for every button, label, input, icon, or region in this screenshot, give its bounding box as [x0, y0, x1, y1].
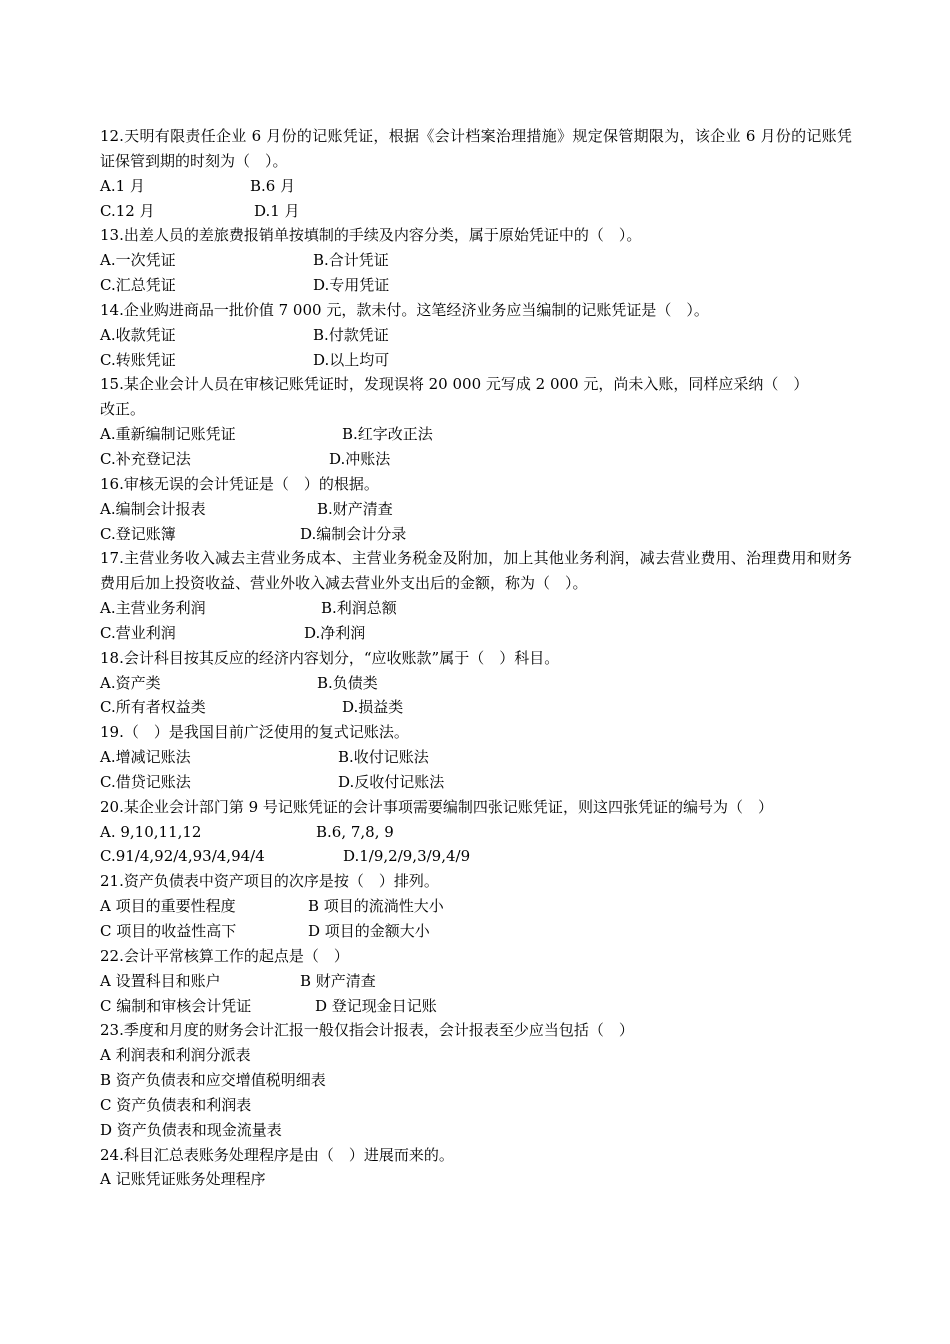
- option-row: [100, 522, 852, 547]
- question-text: 15.某企业会计人员在审核记账凭证时，发现误将 20 000 元写成 2 000 元，尚未入账，同样应采纳（ ）: [100, 375, 809, 394]
- answer-option: B.6, 7,8, 9: [316, 822, 394, 841]
- document-body: [100, 124, 852, 1192]
- option-row: [100, 199, 852, 224]
- option-row: [100, 248, 852, 273]
- question-text: 21.资产负债表中资产项目的次序是按（ ）排列。: [100, 872, 439, 891]
- answer-option: D.专用凭证: [313, 276, 390, 295]
- answer-option: C.12 月: [100, 201, 155, 220]
- answer-option: B.6 月: [250, 176, 296, 195]
- answer-option: D.1/9,2/9,3/9,4/9: [343, 847, 471, 866]
- answer-option: D 资产负债表和现金流量表: [100, 1120, 282, 1139]
- answer-option: C 资产负债表和利润表: [100, 1095, 252, 1114]
- answer-option: A.一次凭证: [100, 251, 176, 270]
- answer-option: B.红字改正法: [342, 425, 433, 444]
- option-row: [100, 770, 852, 795]
- answer-option: C 编制和审核会计凭证: [100, 996, 252, 1015]
- answer-option: A.收款凭证: [100, 325, 176, 344]
- answer-option: C.转账凭证: [100, 350, 176, 369]
- answer-option: A.资产类: [100, 673, 161, 692]
- answer-option: D.1 月: [254, 201, 300, 220]
- question-text: 22.会计平常核算工作的起点是（ ）: [100, 946, 349, 965]
- option-row: [100, 422, 852, 447]
- question-text: 19.（ ）是我国目前广泛使用的复式记账法。: [100, 723, 409, 742]
- question-text: 24.科目汇总表账务处理程序是由（ ）进展而来的。: [100, 1145, 454, 1164]
- answer-option: B.合计凭证: [313, 251, 389, 270]
- answer-option: A.主营业务利润: [100, 599, 206, 618]
- question-text: 12.天明有限责任企业 6 月份的记账凭证，根据《会计档案治理措施》规定保管期限为，该企业 6 月份的记账凭证保管到期的时刻为（ ）。: [100, 127, 852, 170]
- option-row: [100, 1068, 852, 1093]
- option-row: [100, 621, 852, 646]
- question-text: 16.审核无误的会计凭证是（ ）的根据。: [100, 474, 379, 493]
- answer-option: B.负债类: [317, 673, 378, 692]
- option-row: [100, 174, 852, 199]
- answer-option: C.所有者权益类: [100, 698, 206, 717]
- option-row: [100, 844, 852, 869]
- answer-option: C.登记账簿: [100, 524, 176, 543]
- option-row: [100, 1118, 852, 1143]
- answer-option: A 设置科目和账户: [100, 971, 221, 990]
- answer-option: D 登记现金日记账: [315, 996, 437, 1015]
- option-row: [100, 447, 852, 472]
- answer-option: D.损益类: [342, 698, 404, 717]
- option-row: [100, 397, 852, 422]
- option-row: [100, 596, 852, 621]
- option-row: [100, 348, 852, 373]
- option-row: [100, 820, 852, 845]
- option-row: [100, 1093, 852, 1118]
- answer-option: D 项目的金额大小: [308, 922, 430, 940]
- answer-option: B 财产清查: [300, 971, 376, 990]
- option-row: [100, 671, 852, 696]
- answer-option: D.反收付记账法: [338, 772, 445, 791]
- answer-option: D.冲账法: [329, 449, 391, 468]
- option-row: [100, 323, 852, 348]
- question-text: 18.会计科目按其反应的经济内容划分，“应收账款”属于（ ）科目。: [100, 648, 560, 667]
- answer-option: A.增减记账法: [100, 748, 191, 767]
- answer-option: D.以上均可: [313, 350, 390, 369]
- answer-option: D.净利润: [304, 623, 366, 642]
- option-row: [100, 969, 852, 994]
- question-text: 13.出差人员的差旅费报销单按填制的手续及内容分类，属于原始凭证中的（ ）。: [100, 226, 642, 245]
- answer-option: A.1 月: [100, 176, 145, 195]
- answer-option: C 项目的收益性高下: [100, 922, 237, 940]
- answer-option: C.营业利润: [100, 623, 176, 642]
- option-row: [100, 497, 852, 522]
- option-row: [100, 1167, 852, 1192]
- answer-option: B.收付记账法: [338, 748, 429, 767]
- answer-option: B.财产清查: [317, 499, 393, 518]
- option-row: [100, 695, 852, 720]
- answer-option: B 项目的流淌性大小: [308, 897, 444, 916]
- answer-option: C.补充登记法: [100, 449, 191, 468]
- answer-option: C.91/4,92/4,93/4,94/4: [100, 847, 265, 866]
- answer-option: B 资产负债表和应交增值税明细表: [100, 1071, 326, 1090]
- answer-option: 改正。: [100, 400, 146, 419]
- answer-option: A 记账凭证账务处理程序: [100, 1170, 266, 1189]
- answer-option: C.借贷记账法: [100, 772, 191, 791]
- question-text: 14.企业购进商品一批价值 7 000 元，款未付。这笔经济业务应当编制的记账凭证是（ ）。: [100, 300, 709, 319]
- answer-option: A. 9,10,11,12: [100, 822, 202, 841]
- answer-option: A 利润表和利润分派表: [100, 1046, 251, 1065]
- option-row: [100, 919, 852, 944]
- option-row: [100, 894, 852, 919]
- answer-option: D.编制会计分录: [300, 524, 407, 543]
- option-row: [100, 273, 852, 298]
- answer-option: A.编制会计报表: [100, 499, 206, 518]
- question-text: 17.主营业务收入减去主营业务成本、主营业务税金及附加，加上其他业务利润，减去营业费用、治理费用和财务费用后加上投资收益、营业外收入减去营业外支出后的金额，称为（ ）。: [100, 549, 852, 593]
- option-row: [100, 745, 852, 770]
- answer-option: C.汇总凭证: [100, 276, 176, 295]
- question-text: 23.季度和月度的财务会计汇报一般仅指会计报表，会计报表至少应当包括（ ）: [100, 1021, 634, 1040]
- answer-option: A.重新编制记账凭证: [100, 425, 236, 444]
- option-row: [100, 994, 852, 1019]
- option-row: [100, 1043, 852, 1068]
- question-text: 20.某企业会计部门第 9 号记账凭证的会计事项需要编制四张记账凭证，则这四张凭证的编号为（ ）: [100, 797, 773, 816]
- answer-option: B.利润总额: [321, 599, 397, 618]
- answer-option: A 项目的重要性程度: [100, 897, 236, 916]
- answer-option: B.付款凭证: [313, 325, 389, 344]
